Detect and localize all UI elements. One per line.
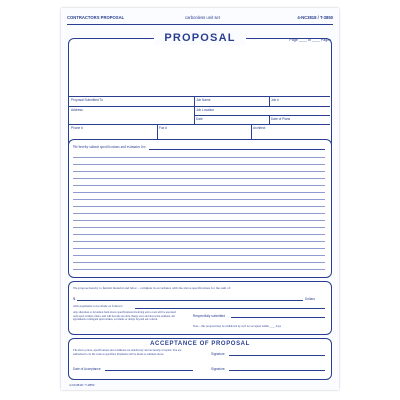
job-number-field[interactable]: Job # [271, 98, 279, 102]
form-footer-code: 4-NC3818 / T-3850 [69, 383, 95, 387]
signature-label-2: Signature [211, 367, 225, 371]
form-code: 4-NC3818 / T-3850 [297, 15, 333, 20]
withdrawal-note: Note – this proposal may be withdrawn by us if not accepted within ____ days [193, 325, 281, 328]
material-clause: Any alteration or deviation from above specifications involving extra costs will be executed only upon written orders, and will become an extra charge over and above the estimate. All agreements contingent upon strikes, accidents or delays beyond our control. [73, 311, 176, 321]
form-title: PROPOSAL [154, 31, 246, 45]
submitted-to-field[interactable]: Proposal Submitted To [71, 98, 104, 102]
address-field[interactable]: Address [71, 108, 83, 112]
field-row-divider [69, 124, 330, 125]
proposal-header-box [68, 38, 332, 148]
acceptance-text: The above prices, specifications and conditions are satisfactory and are hereby accepted. You are authorized to do the work as specified. Payments will be made as outlined above. [73, 349, 182, 356]
job-name-field[interactable]: Job Name [196, 98, 211, 102]
propose-text: We propose hereby to furnish material and labor – complete in accordance with the above specifications for the sum of: [73, 286, 231, 290]
page-count-label: Page ____ of ____ Pages [289, 38, 331, 42]
acceptance-title: ACCEPTANCE OF PROPOSAL [150, 341, 250, 347]
field-column-divider [269, 96, 270, 106]
acceptance-signature-line-1[interactable] [229, 355, 325, 356]
acceptance-date-line[interactable] [105, 370, 193, 371]
acceptance-signature-line-2[interactable] [229, 370, 325, 371]
proposal-form-sheet [61, 8, 339, 390]
payments-label: with payments to be made as follows: [73, 304, 123, 308]
acceptance-date-label: Date of Acceptance [73, 367, 101, 371]
field-row-divider [69, 96, 330, 97]
job-location-field[interactable]: Job Location [196, 108, 215, 112]
acceptance-box [68, 338, 332, 380]
form-subtitle: carbonless unit set [185, 15, 220, 20]
fax-field[interactable]: Fax # [159, 126, 167, 130]
specifications-intro: We hereby submit specifications and estimates for: [73, 145, 147, 149]
field-row-divider [69, 106, 330, 107]
dollars-label: Dollars [305, 297, 315, 301]
form-header-bar [67, 12, 333, 25]
specifications-writing-lines[interactable] [73, 151, 325, 271]
field-column-divider [194, 96, 195, 124]
form-type-label: CONTRACTORS PROPOSAL [67, 15, 125, 20]
respectfully-submitted-label: Respectfully submitted [193, 314, 226, 318]
specifications-first-line [149, 149, 325, 150]
payments-line[interactable] [135, 308, 325, 309]
phone-field[interactable]: Phone # [71, 126, 83, 130]
date-field[interactable]: Date [196, 117, 203, 121]
field-row-divider [194, 115, 330, 116]
date-of-plans-field[interactable]: Date of Plans [271, 117, 291, 121]
field-column-divider [269, 115, 270, 124]
submitter-signature-line[interactable] [231, 317, 325, 318]
architect-field[interactable]: Architect [253, 126, 266, 130]
dollar-sign: $ [73, 296, 76, 301]
amount-line[interactable] [77, 300, 303, 301]
signature-label-1: Signature [211, 352, 225, 356]
